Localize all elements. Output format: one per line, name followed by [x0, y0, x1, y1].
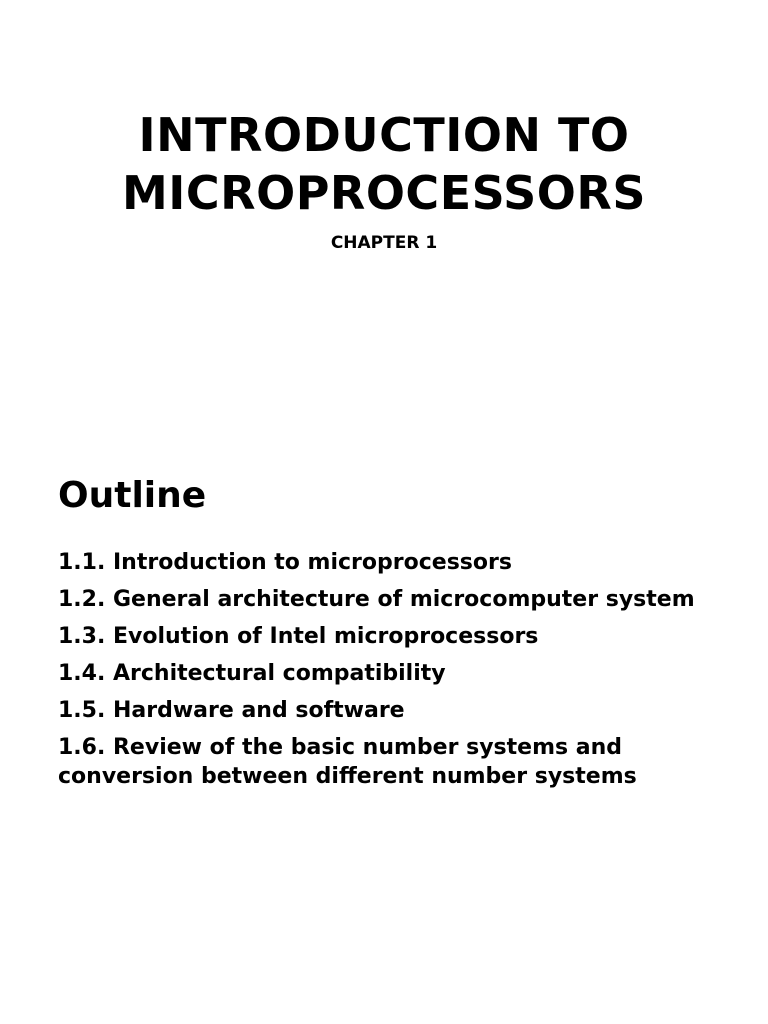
- outline-item-1-2: 1.2. General architecture of microcomputer system: [58, 587, 695, 612]
- outline-item-1-4: 1.4. Architectural compatibility: [58, 661, 446, 686]
- outline-item-1-6: 1.6. Review of the basic number systems and conversion between different number systems: [58, 735, 637, 789]
- chapter-title-line-1: INTRODUCTION TO: [138, 108, 630, 162]
- chapter-title: [0, 106, 768, 222]
- outline-section: [58, 474, 728, 799]
- outline-item-1-3: 1.3. Evolution of Intel microprocessors: [58, 624, 539, 649]
- outline-item-1-5: 1.5. Hardware and software: [58, 698, 405, 723]
- outline-list: [58, 548, 728, 791]
- chapter-title-line-2: MICROPROCESSORS: [122, 166, 646, 220]
- chapter-subtitle: CHAPTER 1: [330, 233, 438, 253]
- outline-item-1-1: 1.1. Introduction to microprocessors: [58, 550, 512, 575]
- outline-heading: Outline: [58, 475, 207, 516]
- title-block: [0, 106, 768, 254]
